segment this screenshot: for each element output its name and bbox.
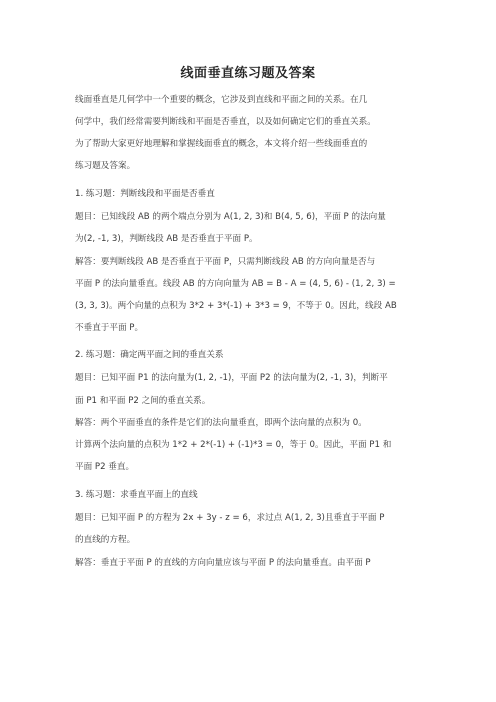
exercise-2-answer-line-3: 平面 P2 垂直。 (75, 462, 135, 472)
exercise-1-question-line-1: 题目：已知线段 AB 的两个端点分别为 A(1, 2, 3)和 B(4, 5, 6)，平面 P 的法向量 (75, 212, 386, 222)
exercise-1-answer-line-3: (3, 3, 3)。两个向量的点积为 3*2 + 3*(-1) + 3*3 = 9，不等于 0。因此，线段 AB (75, 301, 397, 311)
intro-line-4: 练习题及答案。 (75, 161, 136, 171)
intro-line-3: 为了帮助大家更好地理解和掌握线面垂直的概念，本文将介绍一些线面垂直的 (75, 139, 368, 149)
document-title: 线面垂直练习题及答案 (180, 66, 316, 81)
exercise-3-answer-line-1: 解答：垂直于平面 P 的直线的方向向量应该与平面 P 的法向量垂直。由平面 P (75, 558, 371, 568)
exercise-1-heading: 1. 练习题：判断线段和平面是否垂直 (75, 189, 215, 199)
exercise-3-question-line-2: 的直线的方程。 (75, 535, 136, 545)
exercise-1-answer-line-2: 平面 P 的法向量垂直。线段 AB 的方向向量为 AB = B - A = (4, 5, 6) - (1, 2, 3) = (75, 279, 396, 289)
exercise-1-answer-line-4: 不垂直于平面 P。 (75, 323, 144, 333)
exercise-3-question-line-1: 题目：已知平面 P 的方程为 2x + 3y - z = 6，求过点 A(1, 2, 3)且垂直于平面 P (75, 513, 385, 523)
exercise-2-question-line-2: 面 P1 和平面 P2 之间的垂直关系。 (75, 396, 211, 406)
exercise-2-question-line-1: 题目：已知平面 P1 的法向量为(1, 2, -1)，平面 P2 的法向量为(2, -1, 3)，判断平 (75, 373, 388, 383)
exercise-2-heading: 2. 练习题：确定两平面之间的垂直关系 (75, 350, 224, 360)
exercise-2-answer-line-1: 解答：两个平面垂直的条件是它们的法向量垂直，即两个法向量的点积为 0。 (75, 418, 367, 428)
intro-line-2: 何学中，我们经常需要判断线和平面是否垂直，以及如何确定它们的垂直关系。 (75, 117, 376, 127)
exercise-1-answer-line-1: 解答：要判断线段 AB 是否垂直于平面 P，只需判断线段 AB 的方向向量是否与 (75, 257, 376, 267)
exercise-2-answer-line-2: 计算两个法向量的点积为 1*2 + 2*(-1) + (-1)*3 = 0，等于 0。因此，平面 P1 和 (75, 440, 392, 450)
intro-line-1: 线面垂直是几何学中一个重要的概念，它涉及到直线和平面之间的关系。在几 (75, 95, 368, 105)
exercise-1-question-line-2: 为(2, -1, 3)，判断线段 AB 是否垂直于平面 P。 (75, 234, 258, 244)
exercise-3-heading: 3. 练习题：求垂直平面上的直线 (75, 490, 198, 500)
